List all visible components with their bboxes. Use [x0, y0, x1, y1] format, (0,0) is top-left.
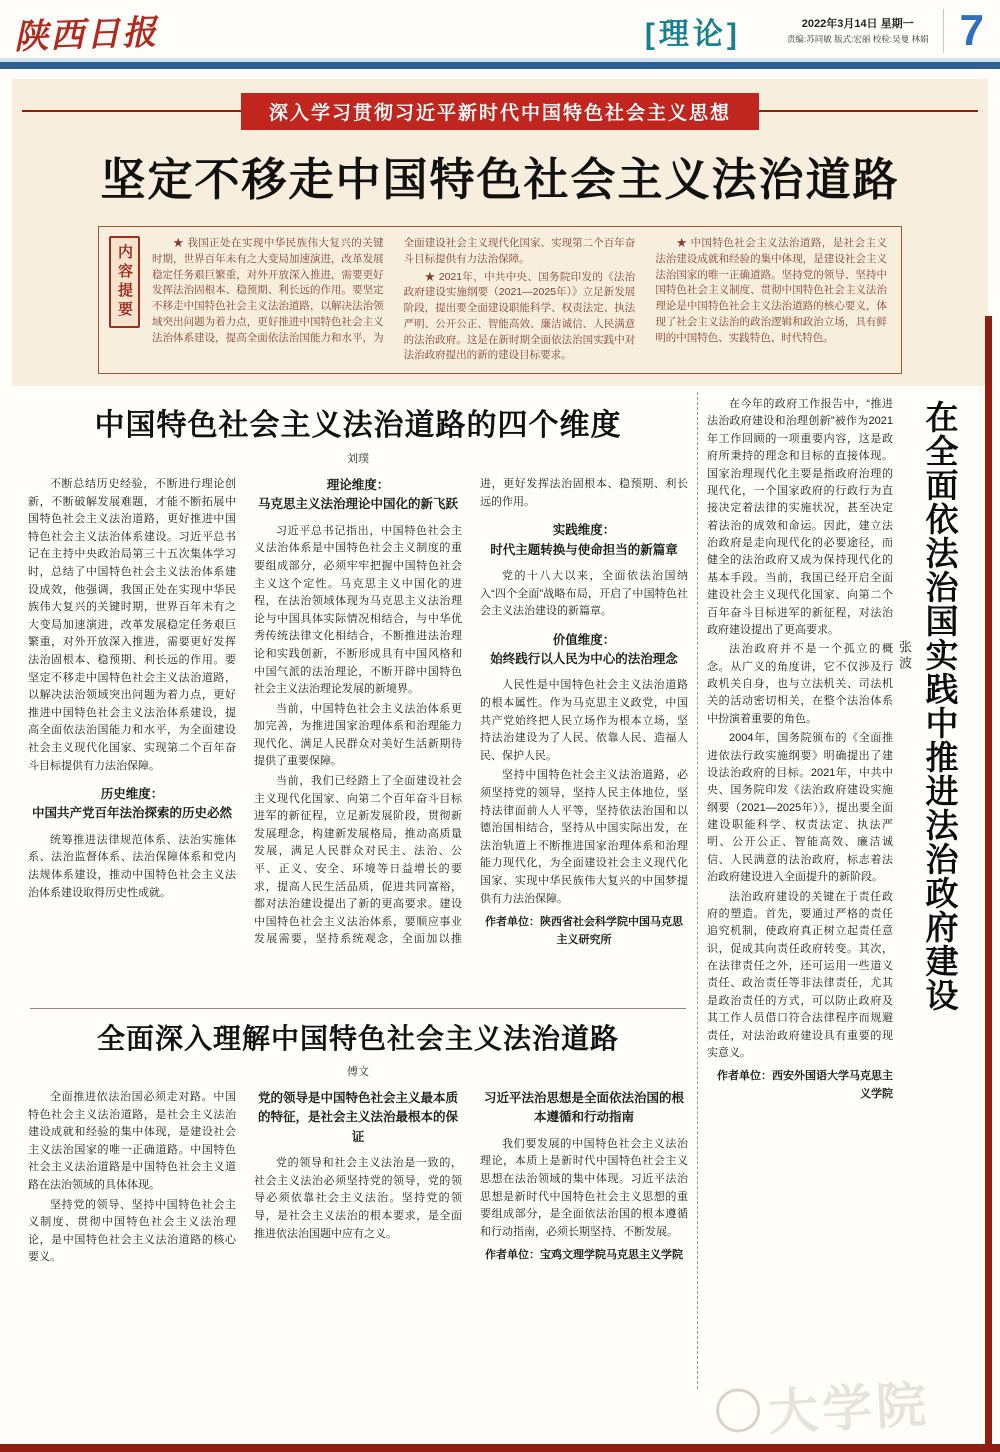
theme-banner-row — [12, 93, 988, 127]
body-paragraph: 全面推进依法治国必须走对路。中国特色社会主义法治道路，是社会主义法治建设成就和经验的集中体现，是建设社会主义法治国家的唯一正确道路。中国特色社会主义法治道路是中国特色社会主义道路在法治领域的具体体现。 — [28, 1091, 236, 1191]
section-subhead: 历史维度： 中国共产党百年法治探索的历史必然 — [31, 787, 232, 821]
date-line: 2022年3月14日 星期一 — [801, 18, 914, 31]
article3-title: 在全面依法治国实践中推进法治政府建设 — [921, 400, 959, 1012]
section-subhead: 价值维度： 始终践行以人民为中心的法治理念 — [490, 632, 678, 667]
article-divider — [30, 1008, 686, 1009]
section-subhead: 党的领导是中国特色社会主义最本质的特征，是社会主义法治最根本的保证 — [257, 1091, 458, 1144]
article1-title: 中国特色社会主义法治道路的四个维度 — [94, 409, 622, 442]
header-rule — [0, 58, 1000, 69]
article2-body — [28, 1089, 688, 1389]
watermark-text: 大学院 — [766, 1376, 932, 1441]
bottom-frame-bar — [0, 1444, 1000, 1452]
lead-section — [12, 79, 988, 386]
body-paragraph: 习近平总书记指出，中国特色社会主义法治体系是中国特色社会主义制度的重要组成部分，必须牢牢把握中国特色社会主义这个定性。马克思主义中国化的进程，在法治领域体现为马克思主义法治理论与中国具体实际情况相结合，与中华优秀传统法律文化相结合，不断推进法治理论和实践创新，不断形成具有中国风格和中国气派的法治理论，不断开辟中国特色社会主义法治理论发展的新境界。 — [254, 524, 462, 696]
body-paragraph: ★ 2021年，中共中央、国务院印发的《法治政府建设实施纲要（2021—2025年）》立足新发展阶段，提出要全面建设职能科学、权责法定、执法严明、公开公正、智能高效、廉洁诚信、人民满意的法治政府。这是在新时期全面依法治国实践中对法治政府提出的新的建设目标要求。 — [403, 270, 636, 362]
article1-byline: 刘璞 — [347, 453, 369, 465]
section-title: [理论] — [644, 18, 741, 51]
main-headline: 坚定不移走中国特色社会主义法治道路 — [100, 154, 900, 205]
body-paragraph: ★ 我国正处在实现中华民族伟大复兴的关键时期，世界百年未有之大变局加速演进，改革发展稳定任务艰巨繁重，对外开放深入推进，需要更好发挥法治固根本、稳预期、利长远的作用。要坚定不移走中国特色社会主义法治道路，以解决法治领域突出问题为着力点，更好推进中国特色社会主义法治体系建设，提高全面依法治国能力和水平，为全面建设社会主义现代化国家、实现第二个百年奋斗目标提供有力法治保障。 — [152, 237, 636, 344]
page-header — [0, 0, 1000, 58]
body-paragraph: 统筹推进法律规范体系、法治实施体系、法治监督体系、法治保障体系和党内法规体系建设，推动中国特色社会主义法治体系建设取得历史性成就。 — [28, 833, 236, 899]
article3-body — [707, 392, 893, 1389]
article2-title: 全面深入理解中国特色社会主义法治道路 — [96, 1023, 619, 1054]
body-paragraph: ★ 中国特色社会主义法治道路，是社会主义法治建设成就和经验的集中体现，是建设社会主义法治国家的唯一正确道路。坚持党的领导、坚持中国特色社会主义制度、贯彻中国特色社会主义法治理论是中国特色社会主义法治道路的核心要义，体现了社会主义法治的政治逻辑和政治立场，具有鲜明的中国特色、实践特色、时代特色。 — [655, 237, 887, 344]
author-attribution: 作者单位：西安外国语大学马克思主义学院 — [717, 1070, 893, 1100]
editor-credits: 责编:苏同敏 版式:宏丽 校检:吴曼 林娟 — [786, 33, 929, 44]
main-content — [28, 392, 986, 1389]
body-paragraph: 法治政府建设的关键在于责任政府的塑造。首先，要通过严格的责任追究机制，使政府真正树立起责任意识，促成其向责任政府转变。其次，在法律责任之外，还可运用一些道义责任、政治责任等非法律责任，尤其是政治责任的方式，可以防止政府及其工作人员借口符合法律程序而规避责任，对法治政府建设具有重要的现实意义。 — [707, 890, 893, 1059]
right-article — [707, 392, 986, 1389]
summary-label: 内容提要 — [109, 236, 140, 328]
body-paragraph: 法治政府并不是一个孤立的概念。从广义的角度讲，它不仅涉及行政机关自身，也与立法机关、司法机关的活动密切相关，在整个法治体系中扮演着重要的角色。 — [707, 643, 893, 725]
article-four-dimensions — [28, 400, 688, 996]
section-subhead: 实践维度： 时代主题转换与使命担当的新篇章 — [490, 523, 678, 557]
body-paragraph: 坚持党的领导、坚持中国特色社会主义制度、贯彻中国特色社会主义法治理论，是中国特色社会主义法治道路的核心要义。 — [28, 1198, 236, 1264]
theme-banner: 深入学习贯彻习近平新时代中国特色社会主义思想 — [241, 93, 759, 130]
body-paragraph: 我们要发展的中国特色社会主义法治理论，本质上是新时代中国特色社会主义思想在法治领域的集中体现。习近平法治思想是新时代中国特色社会主义思想的重要组成部分，是全面依法治国的根本遵循和行动指南，必须长期坚持、不断发展。 — [480, 1137, 688, 1238]
section-subhead: 习近平法治思想是全面依法治国的根本遵循和行动指南 — [483, 1091, 684, 1125]
author-attribution: 作者单位：陕西省社会科学院中国马克思主义研究所 — [485, 916, 683, 946]
summary-text — [152, 236, 887, 364]
page-number: 7 — [943, 9, 984, 53]
body-paragraph: 2004年，国务院颁布的《全面推进依法行政实施纲要》明确提出了建设法治政府的目标。2021年，中共中央、国务院印发《法治政府建设实施纲要（2021—2025年）》，提出要全面建设职能科学、权责法定、执法严明、公开公正、智能高效、廉洁诚信、人民满意的法治政府，标志着法治政府建设进入全面提升的新阶段。 — [707, 732, 893, 884]
body-paragraph: 当前，我们已经踏上了全面建设社会主义现代化国家、向第二个百年奋斗目标进军的新征程，立足新发展阶段，贯彻新发展理念，构建新发展格局，推动高质量发展，满足人民群众对民主、法治、公平、正义、安全、环境等日益增长的要求，提高人民生活品质，促进共同富裕，都对法治建设提出了新的更高要求。建设中国特色社会主义法治体系，要顺应事业发展需要，坚持系统观念，全面加以推进，更好发挥法治固根本、稳预期、利长远的作用。 — [254, 478, 688, 946]
body-paragraph: 党的领导和社会主义法治是一致的，社会主义法治必须坚持党的领导，党的领导必须依靠社会主义法治。坚持党的领导，是社会主义法治的根本要求，是全面推进依法治国题中应有之义。 — [254, 1157, 462, 1240]
article3-title-wrap — [893, 392, 986, 1389]
vertical-divider — [697, 392, 698, 1389]
body-paragraph: 不断总结历史经验，不断进行理论创新，不断破解发展难题，才能不断拓展中国特色社会主义法治道路，更好推进中国特色社会主义法治体系建设。习近平总书记在主持中央政治局第三十五次集体学习时，总结了中国特色社会主义法治体系建设成效，他强调，我国正处在实现中华民族伟大复兴的关键时期，世界百年未有之大变局加速演进，改革发展稳定任务艰巨繁重，对外开放深入推进，需要更好发挥法治固根本、稳预期、利长远的作用。要坚定不移走中国特色社会主义法治道路，以解决法治领域突出问题为着力点，更好推进中国特色社会主义法治体系建设，提高全面依法治国能力和水平，为全面建设社会主义现代化国家、实现第二个百年奋斗目标提供有力法治保障。 — [28, 478, 236, 772]
content-summary-box — [98, 226, 902, 374]
body-paragraph: 坚持中国特色社会主义法治道路，必须坚持党的领导，坚持人民主体地位，坚持法律面前人人平等，坚持依法治国和以德治国相结合，坚持从中国实际出发，在法治轨道上不断推进国家治理体系和治理能力现代化，为全面建设社会主义现代化国家、实现中华民族伟大复兴的中国梦提供有力法治保障。 — [480, 769, 688, 905]
article2-byline: 傅文 — [347, 1066, 369, 1078]
body-paragraph: 人民性是中国特色社会主义法治道路的根本属性。作为马克思主义政党，中国共产党始终把人民立场作为根本立场，坚持法治建设为了人民、依靠人民、造福人民、保护人民。 — [480, 679, 688, 762]
article1-body — [28, 476, 688, 996]
date-block — [787, 16, 929, 45]
body-paragraph: 当前，中国特色社会主义法治体系更加完善，为推进国家治理体系和治理能力现代化、满足人民群众对美好生活新期待提供了重要保障。 — [254, 702, 462, 768]
newspaper-masthead: 陕西日报 — [13, 11, 159, 57]
author-attribution: 作者单位：宝鸡文理学院马克思主义学院 — [485, 1249, 683, 1262]
header-rule-dark — [0, 62, 1000, 69]
section-subhead: 理论维度： 马克思主义法治理论中国化的新飞跃 — [257, 478, 458, 512]
body-paragraph: 党的十八大以来，全面依法治国纳入“四个全面”战略布局，开启了中国特色社会主义法治建设的新篇章。 — [480, 569, 688, 618]
watermark-logo-circle — [715, 1387, 761, 1433]
article-deep-understanding — [28, 1017, 688, 1389]
article3-byline: 张波 — [897, 640, 912, 672]
left-articles — [28, 392, 688, 1389]
right-frame-bar — [985, 316, 992, 1444]
body-paragraph: 在今年的政府工作报告中，“推进法治政府建设和治理创新”被作为2021年工作回顾的一项重要内容，这是政府所秉持的理念和目标的直接体现。国家治理现代化主要是指政府治理的现代化，一个国家政府的行政行为直接决定着法律的实施状况，甚至决定着法治的成效和命运。因此，建立法治政府是走向现代化的必要途径，而健全的法治政府又成为保持现代化的基本手段。当前，我国已经开启全面建设社会主义现代化国家、向第二个百年奋斗目标进军的新征程，对法治政府建设提出了更高要求。 — [707, 398, 893, 636]
